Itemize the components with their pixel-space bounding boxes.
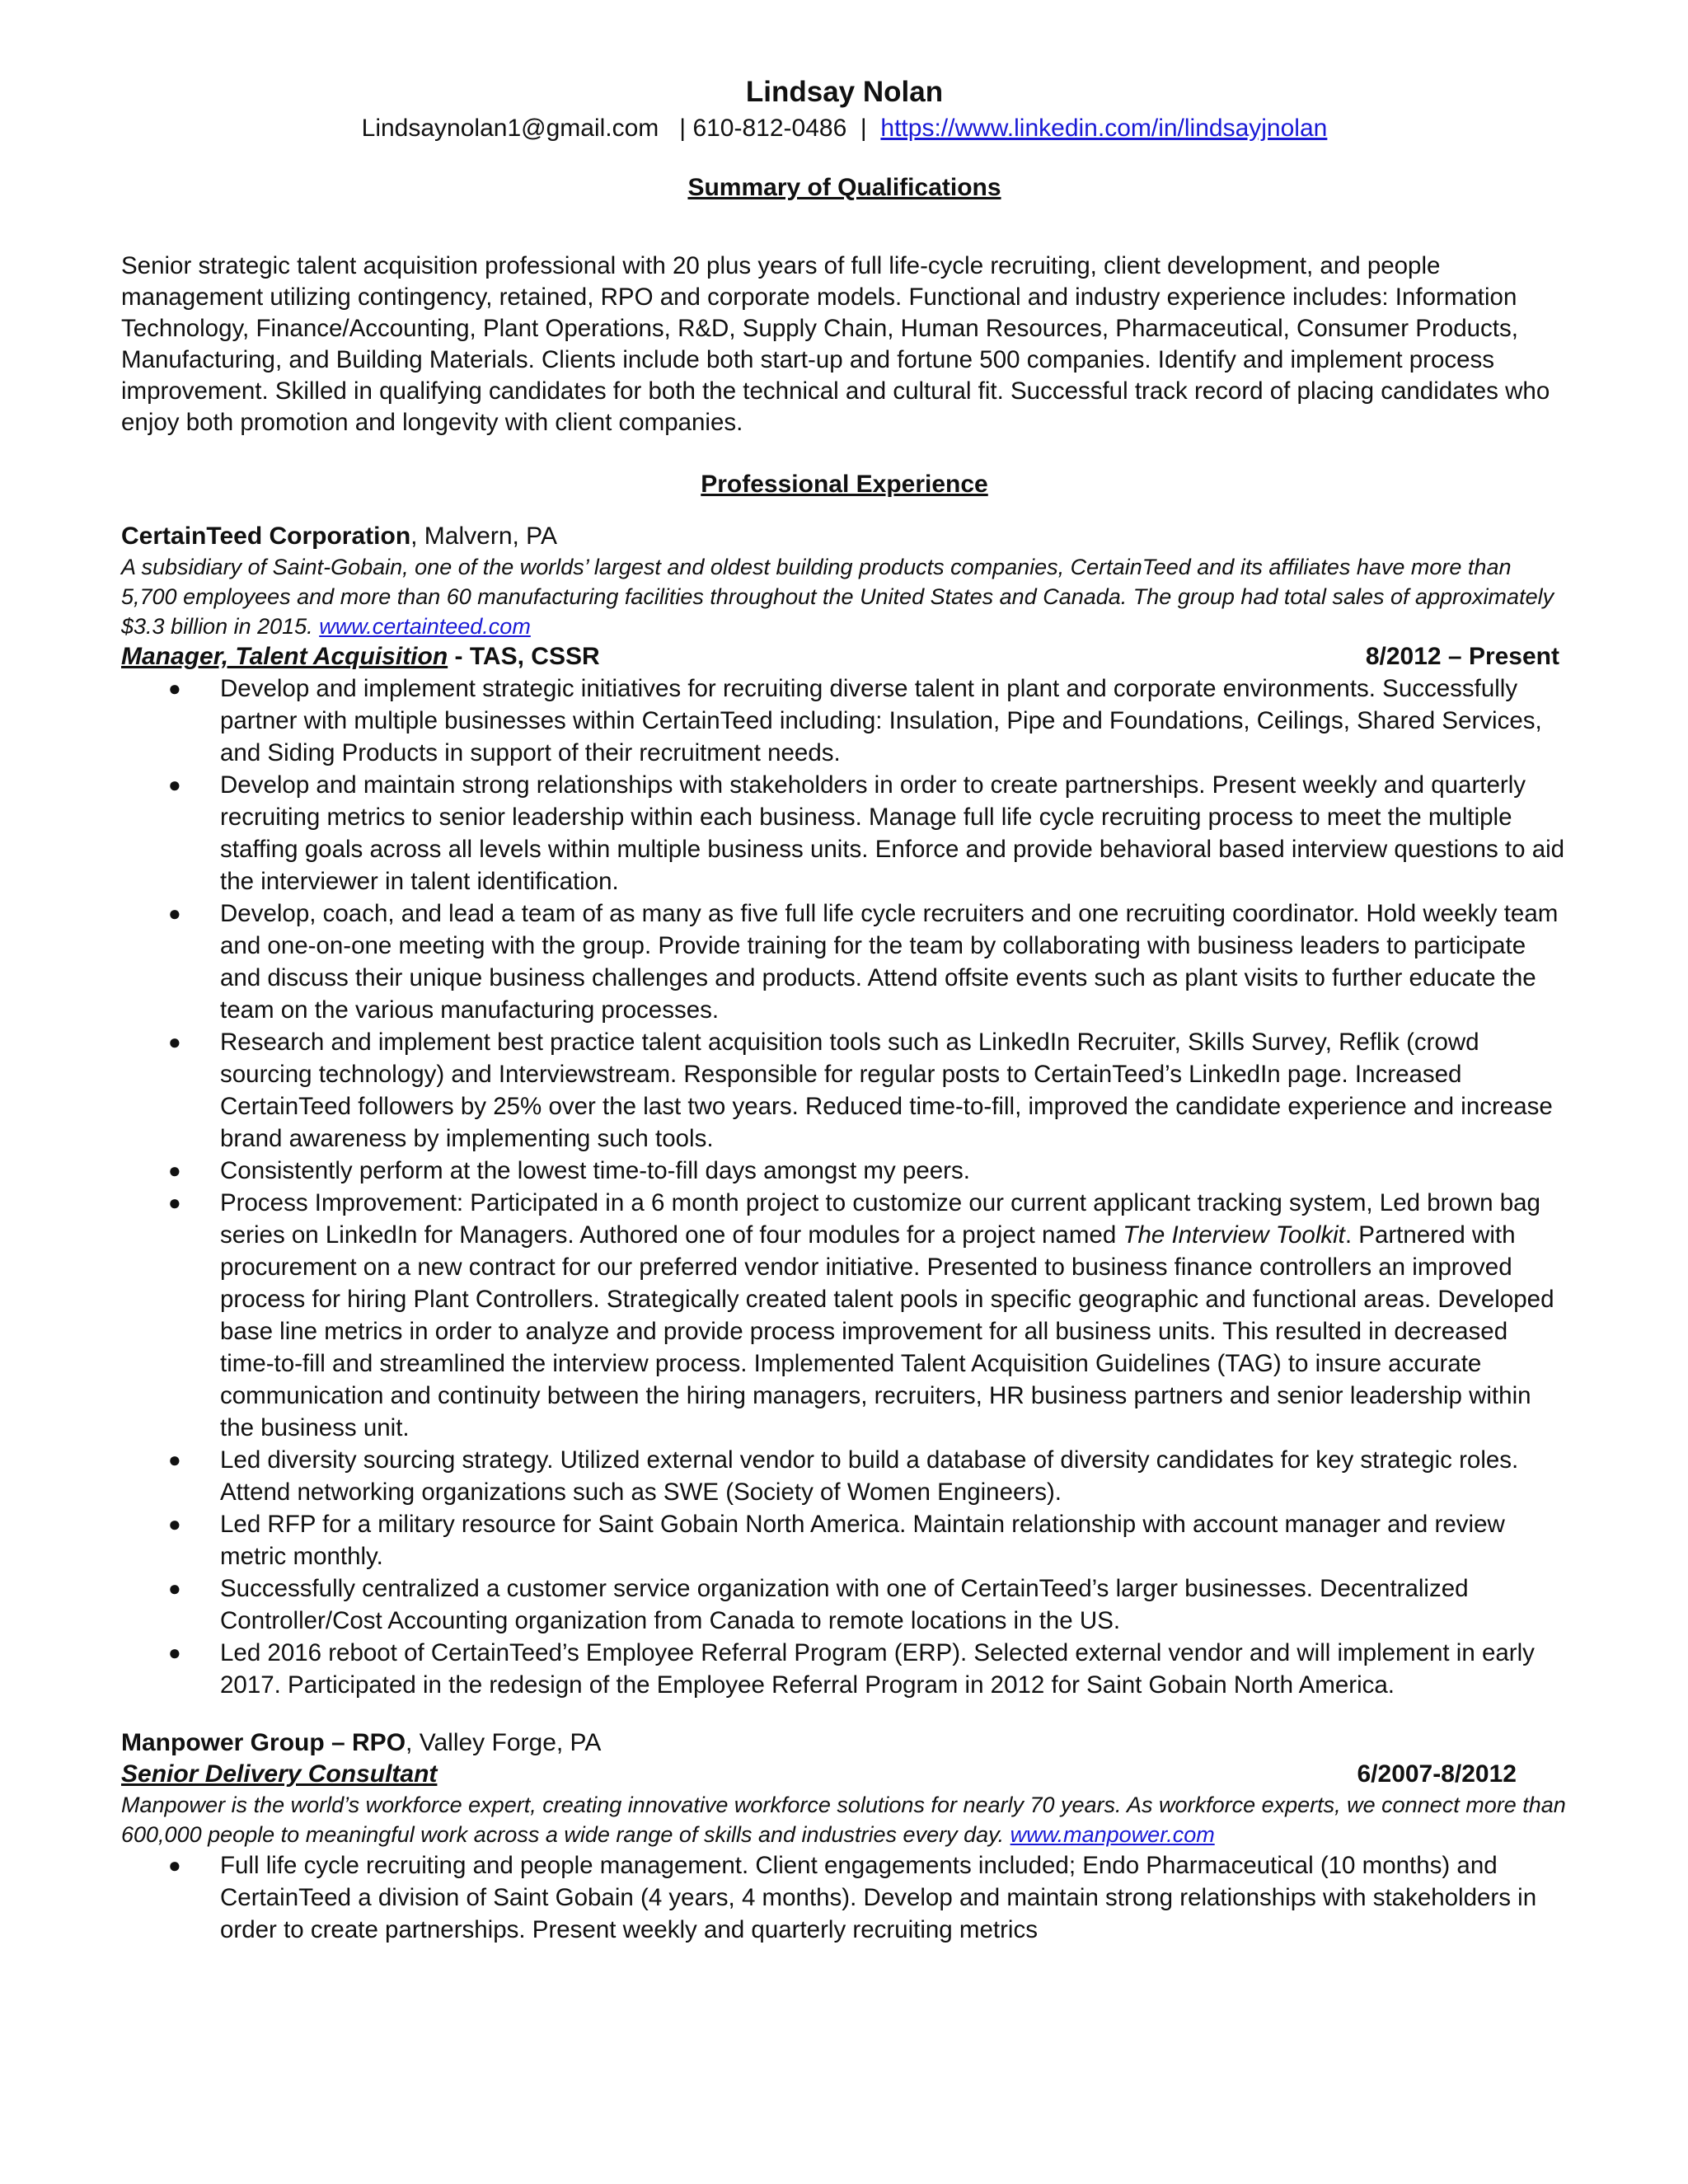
bullet-icon: ●: [168, 1447, 181, 1472]
contact-line: [121, 112, 1568, 145]
list-item: [121, 1637, 1568, 1701]
phone[interactable]: 610-812-0486: [692, 115, 847, 142]
role-title: Senior Delivery Consultant: [121, 1760, 438, 1788]
separator: |: [659, 115, 693, 142]
experience-heading: Professional Experience: [701, 471, 988, 498]
company-description: [121, 552, 1568, 641]
list-item: [121, 1026, 1568, 1155]
bullet-text: Led RFP for a military resource for Saint Gobain North America. Maintain relationship with account manager and review metric monthly.: [220, 1511, 1505, 1570]
bullet-text: Successfully centralized a customer service organization with one of CertainTeed’s larger businesses. Decentralized Controller/Cost Accounting organization from Canada to remote locations in the US.: [220, 1575, 1469, 1634]
bullet-text: Consistently perform at the lowest time-to-fill days amongst my peers.: [220, 1157, 970, 1184]
bullet-list: [121, 1849, 1568, 1946]
bullet-text: Led diversity sourcing strategy. Utilized external vendor to build a database of diversity candidates for key strategic roles. Attend networking organizations such as SWE (Society of Women Engineers).: [220, 1446, 1519, 1506]
company-name: CertainTeed Corporation: [121, 523, 411, 550]
bullet-text: Develop, coach, and lead a team of as many as five full life cycle recruiters and one recruiting coordinator. Hold weekly team and one-on-one meeting with the group. Provide training for the team by collaborating with business leaders to participate and discuss their unique business challenges and products. Attend offsite events such as plant visits to further educate the team on the various manufacturing processes.: [220, 900, 1559, 1024]
list-item: [121, 1849, 1568, 1946]
project-name: The Interview Toolkit: [1123, 1221, 1345, 1249]
bullet-icon: ●: [168, 901, 181, 926]
company-website-link[interactable]: www.certainteed.com: [319, 614, 531, 639]
bullet-text: Led 2016 reboot of CertainTeed’s Employee Referral Program (ERP). Selected external vendor and will implement in early 2017. Participated in the redesign of the Employee Referral Program in 2012 for Saint Gobain North America.: [220, 1639, 1535, 1699]
role-row: [121, 1759, 1568, 1790]
job-manpower: [121, 1727, 1568, 1946]
role-title: Manager, Talent Acquisition: [121, 643, 448, 670]
role-suffix: - TAS, CSSR: [448, 643, 600, 670]
company-location: , Valley Forge, PA: [406, 1729, 602, 1756]
list-item: [121, 1572, 1568, 1637]
company-name: Manpower Group – RPO: [121, 1729, 406, 1756]
bullet-text: Process Improvement: Participated in a 6 month project to customize our current applicant tracking system, Led brown bag series on LinkedIn for Managers. Authored one of four modules for a project named: [220, 1189, 1540, 1249]
linkedin-link[interactable]: https://www.linkedin.com/in/lindsayjnolan: [880, 115, 1328, 142]
email[interactable]: Lindsaynolan1@gmail.com: [361, 115, 659, 142]
bullet-text: Develop and maintain strong relationships with stakeholders in order to create partnerships. Present weekly and quarterly recruiting metrics to senior leadership within each business. Manage full life cycle recruiting process to meet the multiple staffing goals across all levels within multiple business units. Enforce and provide behavioral based interview questions to aid the interviewer in talent identification.: [220, 771, 1565, 895]
company-line: [121, 521, 1568, 552]
list-item: [121, 898, 1568, 1026]
bullet-icon: ●: [168, 1158, 181, 1183]
bullet-icon: ●: [168, 1190, 181, 1215]
company-line: [121, 1727, 1568, 1759]
list-item: [121, 1444, 1568, 1508]
list-item: [121, 1508, 1568, 1572]
bullet-icon: ●: [168, 1029, 181, 1054]
bullet-text: Full life cycle recruiting and people management. Client engagements included; Endo Pharmaceutical (10 months) and CertainTeed a division of Saint Gobain (4 years, 4 months). Develop and maintain strong relationships with stakeholders in order to create partnerships. Present weekly and quarterly recruiting metrics: [220, 1852, 1537, 1943]
bullet-icon: ●: [168, 772, 181, 797]
job-certainteed: [121, 521, 1568, 1701]
company-description: [121, 1790, 1568, 1849]
resume-page: [121, 73, 1568, 1946]
bullet-icon: ●: [168, 1511, 181, 1536]
bullet-text: . Partnered with procurement on a new contract for our preferred vendor initiative. Presented to business finance controllers an improved process for hiring Plant Controllers. Strategically created talent pools in specific geographic and functional areas. Developed base line metrics in order to analyze and provide process improvement for all business units. This resulted in decreased time-to-fill and streamlined the interview process. Implemented Talent Acquisition Guidelines (TAG) to insure accurate communication and continuity between the hiring managers, recruiters, HR business partners and senior leadership within the business unit.: [220, 1221, 1554, 1441]
bullet-text: Develop and implement strategic initiatives for recruiting diverse talent in plant and corporate environments. Successfully partner with multiple businesses within CertainTeed including: Insulation, Pipe and Foundations, Ceilings, Shared Services, and Siding Products in support of their recruitment needs.: [220, 675, 1542, 766]
bullet-icon: ●: [168, 1576, 181, 1601]
summary-text: Senior strategic talent acquisition professional with 20 plus years of full life-cycle recruiting, client development, and people management utilizing contingency, retained, RPO and corporate models. Functional and industry experience includes: Information Technology, Finance/Accounting, Plant Operations, R&D, Supply Chain, Human Resources, Pharmaceutical, Consumer Products, Manufacturing, and Building Materials. Clients include both start-up and fortune 500 companies. Identify and implement process improvement. Skilled in qualifying candidates for both the technical and cultural fit. Successful track record of placing candidates who enjoy both promotion and longevity with client companies.: [121, 252, 1550, 436]
list-item: [121, 673, 1568, 769]
bullet-icon: ●: [168, 676, 181, 701]
bullet-icon: ●: [168, 1640, 181, 1665]
role-row: [121, 641, 1568, 673]
role-line: [121, 641, 600, 673]
candidate-name: Lindsay Nolan: [745, 76, 944, 108]
company-location: , Malvern, PA: [410, 523, 557, 550]
list-item: [121, 1155, 1568, 1187]
role-dates: 6/2007-8/2012: [1357, 1760, 1517, 1788]
role-dates: 8/2012 – Present: [1365, 643, 1559, 670]
list-item: [121, 1187, 1568, 1444]
separator: |: [846, 115, 881, 142]
description-text: Manpower is the world’s workforce expert, creating innovative workforce solutions for nearly 70 years. As workforce experts, we connect more than 600,000 people to meaningful work across a wide range of skills and industries every day.: [121, 1793, 1566, 1847]
list-item: [121, 769, 1568, 898]
bullet-icon: ●: [168, 1853, 181, 1877]
description-text: A subsidiary of Saint-Gobain, one of the worlds’ largest and oldest building products companies, CertainTeed and its affiliates have more than 5,700 employees and more than 60 manufacturing facilities throughout the United States and Canada. The group had total sales of approximately $3.3 billion in 2015.: [121, 555, 1554, 639]
bullet-text: Research and implement best practice talent acquisition tools such as LinkedIn Recruiter, Skills Survey, Reflik (crowd sourcing technology) and Interviewstream. Responsible for regular posts to CertainTeed’s LinkedIn page. Increased CertainTeed followers by 25% over the last two years. Reduced time-to-fill, improved the candidate experience and increase brand awareness by implementing such tools.: [220, 1029, 1553, 1152]
summary-heading: Summary of Qualifications: [687, 174, 1001, 201]
bullet-list: [121, 673, 1568, 1701]
company-website-link[interactable]: www.manpower.com: [1010, 1822, 1215, 1847]
